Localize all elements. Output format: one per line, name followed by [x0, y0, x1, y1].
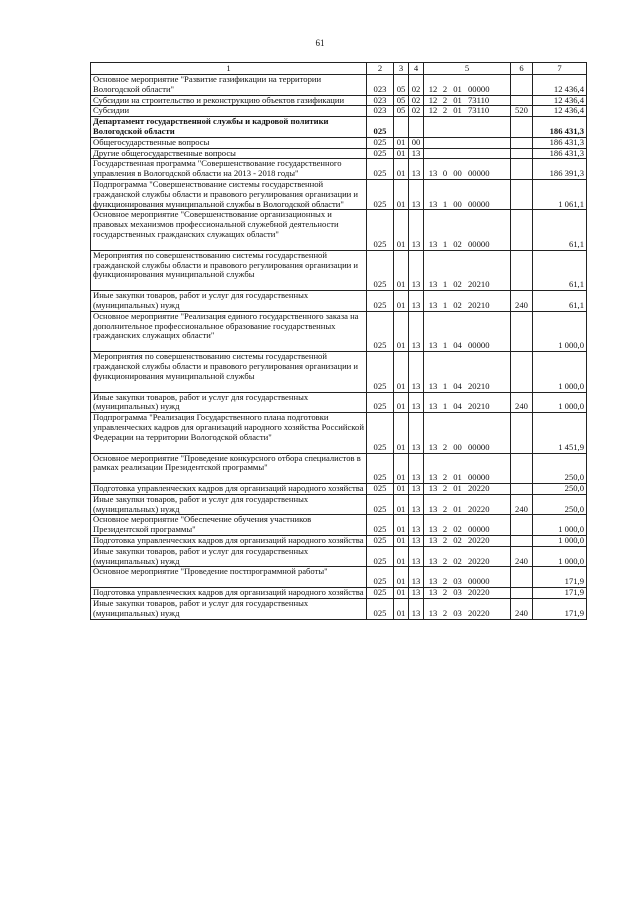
row-expense-type-code [511, 413, 533, 453]
target-code-part: 2 [442, 95, 448, 105]
row-subsection-code: 02 [409, 75, 424, 96]
row-ministry-code: 025 [367, 291, 394, 312]
row-name: Мероприятия по совершенствованию системы государственной гражданской службы области и правового регулирования организации и функционирования муниципальной службы [91, 352, 367, 392]
row-amount: 12 436,4 [533, 106, 587, 117]
row-amount: 186 431,3 [533, 148, 587, 159]
row-ministry-code: 025 [367, 494, 394, 515]
row-subsection-code: 13 [409, 536, 424, 547]
row-amount: 1 451,9 [533, 413, 587, 453]
row-target-code [424, 179, 511, 209]
row-name: Основное мероприятие "Реализация единого государственного заказа на дополнительное профессиональное образование государственных гражданских служащих области" [91, 311, 367, 351]
row-target-code [424, 95, 511, 106]
row-expense-type-code [511, 567, 533, 588]
row-expense-type-code: 240 [511, 546, 533, 567]
target-code-part: 2 [442, 576, 448, 587]
target-code-part: 1 [442, 279, 448, 290]
row-name: Подпрограмма "Совершенствование системы государственной гражданской службы области и правового регулирования организации и функционирования муниципальной службы в Вологодской области" [91, 179, 367, 209]
header-cell: 3 [394, 63, 409, 75]
row-target-code [424, 148, 511, 159]
row-section-code: 01 [394, 413, 409, 453]
row-section-code: 01 [394, 599, 409, 620]
target-code-part: 20220 [468, 555, 490, 566]
row-subsection-code: 13 [409, 484, 424, 495]
row-amount: 1 000,0 [533, 392, 587, 413]
row-subsection-code: 13 [409, 546, 424, 567]
row-amount: 1 000,0 [533, 536, 587, 547]
target-code-part: 02 [453, 299, 462, 310]
target-code-part: 00000 [468, 576, 490, 587]
target-code-part: 02 [453, 238, 462, 249]
target-code-part: 2 [442, 587, 448, 598]
table-row [91, 392, 587, 413]
row-amount: 171,9 [533, 588, 587, 599]
row-name: Государственная программа "Совершенствование государственного управления в Вологодской области на 2013 - 2018 годы" [91, 159, 367, 180]
row-section-code: 01 [394, 179, 409, 209]
row-section-code: 01 [394, 392, 409, 413]
row-subsection-code: 13 [409, 453, 424, 484]
target-code-part: 20210 [468, 401, 490, 412]
table-row [91, 210, 587, 250]
row-ministry-code: 023 [367, 106, 394, 117]
row-target-code [424, 250, 511, 290]
row-name: Иные закупки товаров, работ и услуг для государственных (муниципальных) нужд [91, 546, 367, 567]
row-expense-type-code [511, 159, 533, 180]
row-name: Основное мероприятие "Совершенствование организационных и правовых механизмов профессиональной служебной деятельности государственных гражданских служащих области" [91, 210, 367, 250]
row-name: Иные закупки товаров, работ и услуг для государственных (муниципальных) нужд [91, 392, 367, 413]
row-section-code: 01 [394, 250, 409, 290]
row-amount: 61,1 [533, 250, 587, 290]
row-section-code: 01 [394, 546, 409, 567]
row-amount: 1 061,1 [533, 179, 587, 209]
target-code-part: 13 [428, 576, 438, 587]
header-cell: 1 [91, 63, 367, 75]
target-code-part: 13 [428, 535, 438, 546]
row-section-code: 01 [394, 453, 409, 484]
row-name: Подготовка управленческих кадров для организаций народного хозяйства [91, 588, 367, 599]
row-section-code: 05 [394, 75, 409, 96]
row-expense-type-code [511, 453, 533, 484]
table-row [91, 484, 587, 495]
target-code-part: 20220 [468, 535, 490, 546]
row-section-code: 01 [394, 291, 409, 312]
header-cell: 7 [533, 63, 587, 75]
row-ministry-code: 025 [367, 210, 394, 250]
row-subsection-code: 13 [409, 210, 424, 250]
row-expense-type-code: 240 [511, 392, 533, 413]
row-ministry-code: 025 [367, 588, 394, 599]
target-code-part: 00000 [468, 472, 490, 483]
row-name: Подготовка управленческих кадров для организаций народного хозяйства [91, 484, 367, 495]
row-name: Основное мероприятие "Обеспечение обучения участников Президентской программы" [91, 515, 367, 536]
row-target-code [424, 567, 511, 588]
target-code-part: 73110 [468, 95, 490, 105]
row-expense-type-code [511, 95, 533, 106]
target-code-part: 13 [428, 472, 438, 483]
target-code-part: 00000 [468, 198, 490, 209]
row-name: Основное мероприятие "Проведение постпрограммной работы" [91, 567, 367, 588]
target-code-part: 20220 [468, 607, 490, 618]
row-target-code [424, 413, 511, 453]
table-row [91, 291, 587, 312]
row-amount: 250,0 [533, 453, 587, 484]
row-ministry-code: 023 [367, 75, 394, 96]
target-code-part: 12 [428, 95, 438, 105]
target-code-part: 00000 [468, 83, 490, 94]
target-code-part: 01 [453, 483, 462, 494]
target-code-part: 2 [442, 607, 448, 618]
row-section-code: 01 [394, 137, 409, 148]
row-name: Иные закупки товаров, работ и услуг для государственных (муниципальных) нужд [91, 291, 367, 312]
target-code-part: 20210 [468, 299, 490, 310]
row-expense-type-code [511, 210, 533, 250]
row-target-code [424, 291, 511, 312]
target-code-part: 01 [453, 472, 462, 483]
row-subsection-code: 13 [409, 159, 424, 180]
target-code-part: 13 [428, 503, 438, 514]
table-row [91, 352, 587, 392]
row-section-code: 01 [394, 311, 409, 351]
target-code-part: 01 [453, 95, 462, 105]
row-amount: 1 000,0 [533, 352, 587, 392]
target-code-part: 00 [453, 198, 462, 209]
row-target-code [424, 159, 511, 180]
target-code-part: 1 [442, 340, 448, 351]
table-row [91, 413, 587, 453]
row-subsection-code: 13 [409, 494, 424, 515]
row-target-code [424, 588, 511, 599]
row-name: Подготовка управленческих кадров для организаций народного хозяйства [91, 536, 367, 547]
target-code-part: 13 [428, 483, 438, 494]
row-target-code [424, 311, 511, 351]
target-code-part: 04 [453, 401, 462, 412]
row-section-code: 01 [394, 536, 409, 547]
table-row [91, 494, 587, 515]
row-ministry-code: 025 [367, 137, 394, 148]
row-expense-type-code [511, 536, 533, 547]
target-code-part: 00000 [468, 238, 490, 249]
row-target-code [424, 536, 511, 547]
target-code-part: 13 [428, 279, 438, 290]
header-cell: 4 [409, 63, 424, 75]
target-code-part: 1 [442, 380, 448, 391]
target-code-part: 2 [442, 441, 448, 452]
row-section-code [394, 117, 409, 138]
row-expense-type-code [511, 137, 533, 148]
row-expense-type-code [511, 515, 533, 536]
target-code-part: 1 [442, 238, 448, 249]
row-subsection-code: 13 [409, 515, 424, 536]
row-ministry-code: 025 [367, 392, 394, 413]
table-row [91, 148, 587, 159]
target-code-part: 2 [442, 83, 448, 94]
table-row [91, 179, 587, 209]
row-subsection-code: 13 [409, 567, 424, 588]
row-expense-type-code: 520 [511, 106, 533, 117]
row-name: Подпрограмма "Реализация Государственного плана подготовки управленческих кадров для организаций народного хозяйства Российской Федерации на территории Вологодской области" [91, 413, 367, 453]
target-code-part: 13 [428, 441, 438, 452]
row-ministry-code: 025 [367, 453, 394, 484]
row-ministry-code: 025 [367, 250, 394, 290]
target-code-part: 01 [453, 503, 462, 514]
row-section-code: 01 [394, 210, 409, 250]
row-subsection-code: 13 [409, 352, 424, 392]
table-row [91, 536, 587, 547]
row-target-code [424, 352, 511, 392]
target-code-part: 2 [442, 555, 448, 566]
target-code-part: 02 [453, 524, 462, 535]
row-subsection-code: 13 [409, 291, 424, 312]
target-code-part: 13 [428, 198, 438, 209]
target-code-part: 2 [442, 483, 448, 494]
row-ministry-code: 025 [367, 413, 394, 453]
target-code-part: 2 [442, 105, 448, 116]
table-row [91, 515, 587, 536]
target-code-part: 2 [442, 503, 448, 514]
target-code-part: 12 [428, 83, 438, 94]
row-name: Общегосударственные вопросы [91, 137, 367, 148]
row-expense-type-code [511, 117, 533, 138]
target-code-part: 00000 [468, 168, 490, 179]
row-amount: 61,1 [533, 291, 587, 312]
target-code-part: 00000 [468, 524, 490, 535]
target-code-part: 73110 [468, 105, 490, 116]
table-row [91, 75, 587, 96]
header-cell: 5 [424, 63, 511, 75]
row-name: Департамент государственной службы и кадровой политики Вологодской области [91, 117, 367, 138]
row-ministry-code: 025 [367, 311, 394, 351]
row-section-code: 01 [394, 352, 409, 392]
row-amount: 250,0 [533, 484, 587, 495]
target-code-part: 00000 [468, 340, 490, 351]
row-target-code [424, 106, 511, 117]
table-row [91, 567, 587, 588]
row-subsection-code: 13 [409, 250, 424, 290]
row-ministry-code: 025 [367, 352, 394, 392]
header-cell: 6 [511, 63, 533, 75]
row-amount: 61,1 [533, 210, 587, 250]
row-amount: 186 431,3 [533, 117, 587, 138]
row-amount: 186 431,3 [533, 137, 587, 148]
row-amount: 171,9 [533, 599, 587, 620]
target-code-part: 13 [428, 587, 438, 598]
table-row [91, 546, 587, 567]
row-amount: 12 436,4 [533, 75, 587, 96]
target-code-part: 0 [442, 168, 448, 179]
target-code-part: 01 [453, 105, 462, 116]
table-row [91, 106, 587, 117]
row-target-code [424, 546, 511, 567]
target-code-part: 02 [453, 535, 462, 546]
table-row [91, 599, 587, 620]
row-target-code [424, 75, 511, 96]
row-expense-type-code [511, 75, 533, 96]
row-subsection-code: 13 [409, 413, 424, 453]
target-code-part: 20220 [468, 587, 490, 598]
target-code-part: 13 [428, 238, 438, 249]
table-header-row [91, 63, 587, 75]
row-expense-type-code [511, 352, 533, 392]
row-section-code: 01 [394, 567, 409, 588]
row-name: Иные закупки товаров, работ и услуг для государственных (муниципальных) нужд [91, 494, 367, 515]
row-expense-type-code: 240 [511, 599, 533, 620]
target-code-part: 13 [428, 524, 438, 535]
target-code-part: 03 [453, 607, 462, 618]
target-code-part: 04 [453, 380, 462, 391]
target-code-part: 20220 [468, 503, 490, 514]
row-subsection-code: 13 [409, 311, 424, 351]
row-ministry-code: 025 [367, 536, 394, 547]
target-code-part: 1 [442, 401, 448, 412]
row-subsection-code: 02 [409, 95, 424, 106]
row-section-code: 01 [394, 515, 409, 536]
row-section-code: 01 [394, 159, 409, 180]
row-amount: 186 391,3 [533, 159, 587, 180]
target-code-part: 13 [428, 401, 438, 412]
row-target-code [424, 515, 511, 536]
target-code-part: 20220 [468, 483, 490, 494]
target-code-part: 13 [428, 380, 438, 391]
table-row [91, 137, 587, 148]
target-code-part: 2 [442, 535, 448, 546]
row-subsection-code: 00 [409, 137, 424, 148]
row-target-code [424, 210, 511, 250]
row-ministry-code: 025 [367, 546, 394, 567]
row-amount: 12 436,4 [533, 95, 587, 106]
row-target-code [424, 453, 511, 484]
row-name: Основное мероприятие "Развитие газификации на территории Вологодской области" [91, 75, 367, 96]
row-section-code: 01 [394, 494, 409, 515]
target-code-part: 2 [442, 524, 448, 535]
row-subsection-code: 13 [409, 392, 424, 413]
row-ministry-code: 025 [367, 117, 394, 138]
target-code-part: 00000 [468, 441, 490, 452]
table-row [91, 453, 587, 484]
row-subsection-code: 13 [409, 179, 424, 209]
target-code-part: 13 [428, 168, 438, 179]
row-expense-type-code [511, 484, 533, 495]
row-name: Другие общегосударственные вопросы [91, 148, 367, 159]
row-target-code [424, 392, 511, 413]
row-amount: 171,9 [533, 567, 587, 588]
header-cell: 2 [367, 63, 394, 75]
target-code-part: 1 [442, 299, 448, 310]
target-code-part: 03 [453, 576, 462, 587]
row-subsection-code [409, 117, 424, 138]
target-code-part: 13 [428, 340, 438, 351]
row-section-code: 01 [394, 148, 409, 159]
row-ministry-code: 025 [367, 515, 394, 536]
row-ministry-code: 025 [367, 484, 394, 495]
row-expense-type-code [511, 250, 533, 290]
target-code-part: 04 [453, 340, 462, 351]
table-row [91, 311, 587, 351]
table-row [91, 159, 587, 180]
row-ministry-code: 025 [367, 159, 394, 180]
target-code-part: 01 [453, 83, 462, 94]
row-ministry-code: 025 [367, 179, 394, 209]
row-expense-type-code [511, 588, 533, 599]
row-amount: 1 000,0 [533, 311, 587, 351]
target-code-part: 02 [453, 279, 462, 290]
row-expense-type-code: 240 [511, 291, 533, 312]
target-code-part: 12 [428, 105, 438, 116]
row-name: Субсидии [91, 106, 367, 117]
target-code-part: 1 [442, 198, 448, 209]
budget-table [90, 62, 587, 620]
row-expense-type-code [511, 311, 533, 351]
row-ministry-code: 023 [367, 95, 394, 106]
target-code-part: 00 [453, 441, 462, 452]
target-code-part: 20210 [468, 279, 490, 290]
table-row [91, 588, 587, 599]
row-amount: 1 000,0 [533, 515, 587, 536]
row-amount: 1 000,0 [533, 546, 587, 567]
target-code-part: 13 [428, 607, 438, 618]
target-code-part: 00 [453, 168, 462, 179]
row-subsection-code: 02 [409, 106, 424, 117]
row-name: Иные закупки товаров, работ и услуг для государственных (муниципальных) нужд [91, 599, 367, 620]
target-code-part: 02 [453, 555, 462, 566]
row-section-code: 01 [394, 588, 409, 599]
row-ministry-code: 025 [367, 148, 394, 159]
table-row [91, 117, 587, 138]
row-section-code: 05 [394, 106, 409, 117]
row-subsection-code: 13 [409, 588, 424, 599]
table-row [91, 95, 587, 106]
row-amount: 250,0 [533, 494, 587, 515]
row-target-code [424, 117, 511, 138]
row-expense-type-code [511, 179, 533, 209]
row-expense-type-code: 240 [511, 494, 533, 515]
target-code-part: 13 [428, 299, 438, 310]
row-section-code: 01 [394, 484, 409, 495]
row-subsection-code: 13 [409, 599, 424, 620]
page-number: 61 [315, 38, 325, 48]
target-code-part: 2 [442, 472, 448, 483]
row-subsection-code: 13 [409, 148, 424, 159]
target-code-part: 13 [428, 555, 438, 566]
row-expense-type-code [511, 148, 533, 159]
row-section-code: 05 [394, 95, 409, 106]
row-target-code [424, 484, 511, 495]
row-target-code [424, 599, 511, 620]
row-name: Субсидии на строительство и реконструкцию объектов газификации [91, 95, 367, 106]
row-ministry-code: 025 [367, 567, 394, 588]
table-row [91, 250, 587, 290]
row-target-code [424, 494, 511, 515]
row-name: Основное мероприятие "Проведение конкурсного отбора специалистов в рамках реализации Президентской программы" [91, 453, 367, 484]
target-code-part: 20210 [468, 380, 490, 391]
row-ministry-code: 025 [367, 599, 394, 620]
row-target-code [424, 137, 511, 148]
row-name: Мероприятия по совершенствованию системы государственной гражданской службы области и правового регулирования организации и функционирования муниципальной службы [91, 250, 367, 290]
target-code-part: 03 [453, 587, 462, 598]
